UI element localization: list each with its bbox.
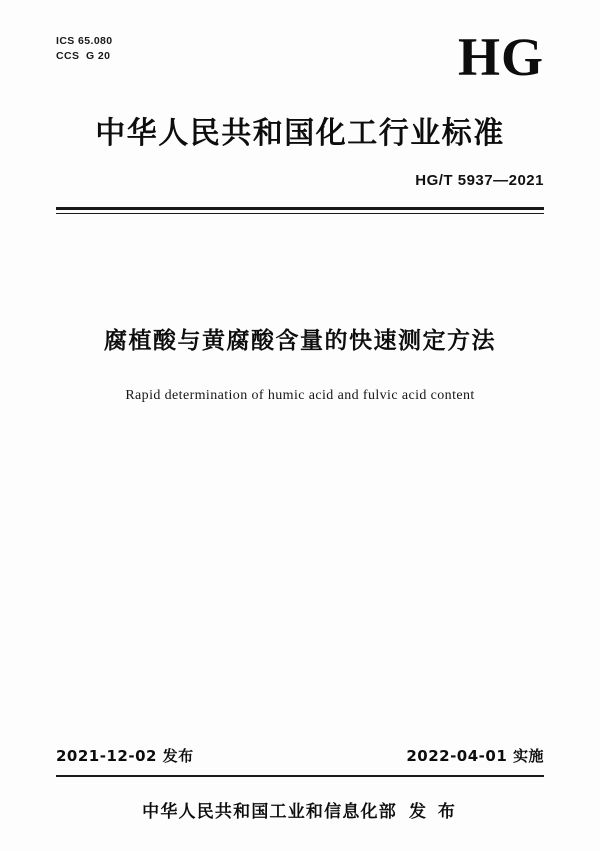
divider-top-thin <box>56 213 544 214</box>
ccs-code: CCS G 20 <box>56 50 111 63</box>
document-title-en: Rapid determination of humic acid and fulvic acid content <box>125 388 475 403</box>
implementation-date: 2022-04-01 实施 <box>406 747 544 765</box>
publisher-verb: 发 布 <box>408 802 458 822</box>
standard-number: HG/T 5937—2021 <box>415 172 544 189</box>
hg-logo: HG <box>457 27 544 87</box>
ics-code: ICS 65.080 <box>56 35 113 47</box>
divider-top-thick <box>56 207 544 210</box>
publisher-name: 中华人民共和国工业和信息化部 <box>142 802 397 822</box>
divider-bottom <box>56 775 544 777</box>
standard-series-title: 中华人民共和国化工行业标准 <box>95 116 505 151</box>
document-title-cn: 腐植酸与黄腐酸含量的快速测定方法 <box>104 328 496 354</box>
publisher-line <box>0 797 600 822</box>
issue-date: 2021-12-02 发布 <box>56 747 194 765</box>
date-row <box>56 745 544 766</box>
classification-codes <box>56 34 113 64</box>
